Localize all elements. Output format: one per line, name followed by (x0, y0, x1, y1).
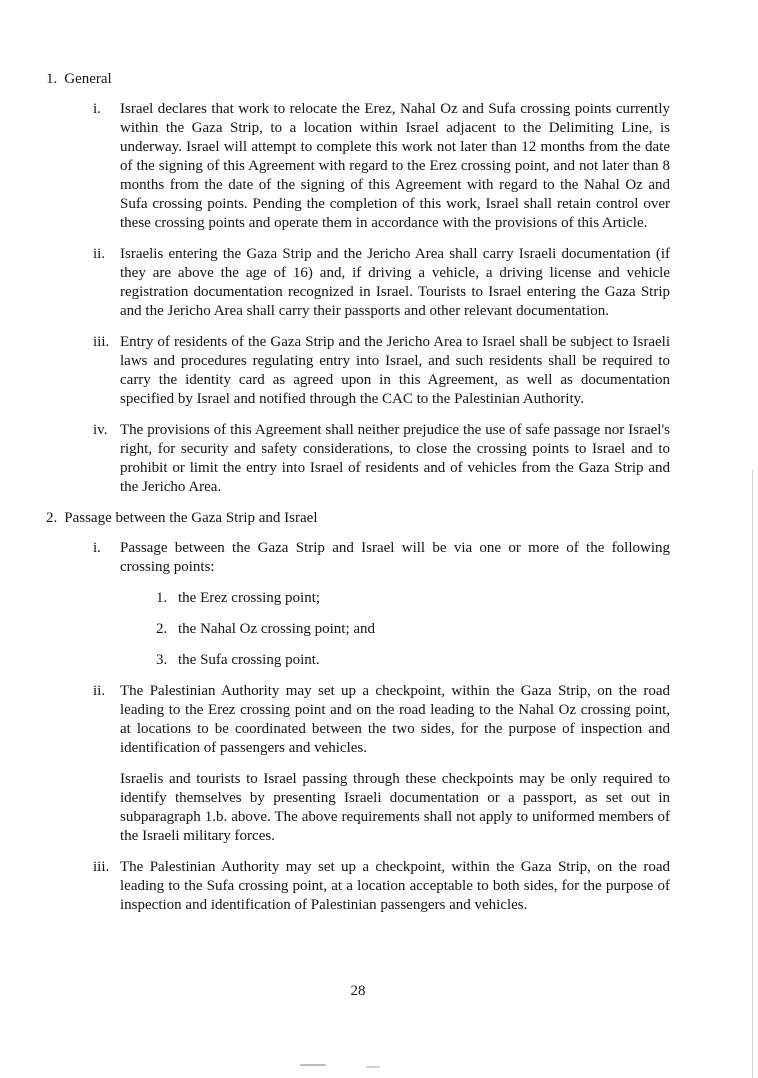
clause-text: The Palestinian Authority may set up a checkpoint, within the Gaza Strip, on the road leading to the Sufa crossing point, at a location acceptable to both sides, for the purpose of inspection and identification of Palestinian passengers and vehicles. (120, 859, 670, 913)
subclause-list (156, 589, 670, 670)
clause-text: Israel declares that work to relocate the Erez, Nahal Oz and Sufa crossing points currently within the Gaza Strip, to a location within Israel adjacent to the Delimiting Line, is underway. Israel will attempt to complete this work not later than 12 months from the date of the signing of this Agreement with regard to the Erez crossing point, and not later than 8 months from the date of the signing of this Agreement with regard to the Nahal Oz and Sufa crossing points. Pending the completion of this work, Israel shall retain control over these crossing points and operate them in accordance with the provisions of this Article. (120, 101, 670, 231)
clause-label: i. (93, 101, 101, 117)
clause-text-continued: Israelis and tourists to Israel passing through these checkpoints may be only required to identify themselves by presenting Israeli documentation or a passport, as set out in subparagraph 1.b. above. The above requirements shall not apply to uniformed members of the Israeli military forces. (120, 771, 670, 844)
clause-label: iv. (93, 422, 108, 438)
clause-list (93, 100, 670, 497)
scan-artifact-edge (752, 470, 753, 1078)
clause-item (93, 858, 670, 915)
clause-label: ii. (93, 246, 106, 262)
clause-item (93, 421, 670, 497)
clause-text: The provisions of this Agreement shall neither prejudice the use of safe passage nor Israel's right, for security and safety considerations, to close the crossing points to Israel and to prohibit or limit the entry into Israel of residents and of vehicles from the Gaza Strip and the Jericho Area. (120, 422, 670, 495)
clause-item (93, 682, 670, 846)
subclause-label: 1. (156, 590, 168, 606)
scan-artifact-speck (366, 1066, 380, 1068)
section-heading (46, 70, 670, 89)
clause-label: iii. (93, 859, 110, 875)
subclause-item (156, 589, 670, 608)
subclause-text: the Sufa crossing point. (178, 652, 320, 668)
section-heading (46, 509, 670, 528)
clause-item (93, 539, 670, 670)
clause-text: Israelis entering the Gaza Strip and the Jericho Area shall carry Israeli documentation (if they are above the age of 16) and, if driving a vehicle, a driving license and vehicle registration documentation recognized in Israel. Tourists to Israel entering the Gaza Strip and the Jericho Area shall carry their passports and other relevant documentation. (120, 246, 670, 319)
subclause-text: the Erez crossing point; (178, 590, 321, 606)
clause-item (93, 100, 670, 233)
clause-body (120, 421, 670, 497)
subclause-label: 2. (156, 621, 168, 637)
clause-label: ii. (93, 683, 106, 699)
section-number: 2. (46, 510, 58, 526)
clause-body (120, 333, 670, 409)
section-number: 1. (46, 71, 58, 87)
section-title: Passage between the Gaza Strip and Israel (64, 510, 318, 526)
clause-body (120, 682, 670, 846)
subclause-item (156, 651, 670, 670)
clause-body (120, 539, 670, 670)
clause-label: iii. (93, 334, 110, 350)
clause-text: Entry of residents of the Gaza Strip and the Jericho Area to Israel shall be subject to Israeli laws and procedures regulating entry into Israel, and such residents shall be required to carry the identity card as agreed upon in this Agreement, as well as documentation specified by Israel and notified through the CAC to the Palestinian Authority. (120, 334, 670, 407)
page-number: 28 (350, 983, 366, 999)
subclause-text: the Nahal Oz crossing point; and (178, 621, 376, 637)
clause-list (93, 539, 670, 915)
section-title: General (64, 71, 112, 87)
clause-body (120, 858, 670, 915)
clause-item (93, 333, 670, 409)
clause-item (93, 245, 670, 321)
section-general (46, 70, 670, 497)
section-passage (46, 509, 670, 915)
clause-text: The Palestinian Authority may set up a checkpoint, within the Gaza Strip, on the road leading to the Erez crossing point and on the road leading to the Nahal Oz crossing point, at locations to be coordinated between the two sides, for the purpose of inspection and identification of passengers and vehicles. (120, 683, 670, 756)
subclause-item (156, 620, 670, 639)
clause-body (120, 245, 670, 321)
subclause-label: 3. (156, 652, 168, 668)
scan-artifact-speck (300, 1064, 326, 1066)
clause-body (120, 100, 670, 233)
document-content (46, 70, 670, 927)
clause-label: i. (93, 540, 101, 556)
clause-text: Passage between the Gaza Strip and Israel will be via one or more of the following crossing points: (120, 540, 670, 575)
